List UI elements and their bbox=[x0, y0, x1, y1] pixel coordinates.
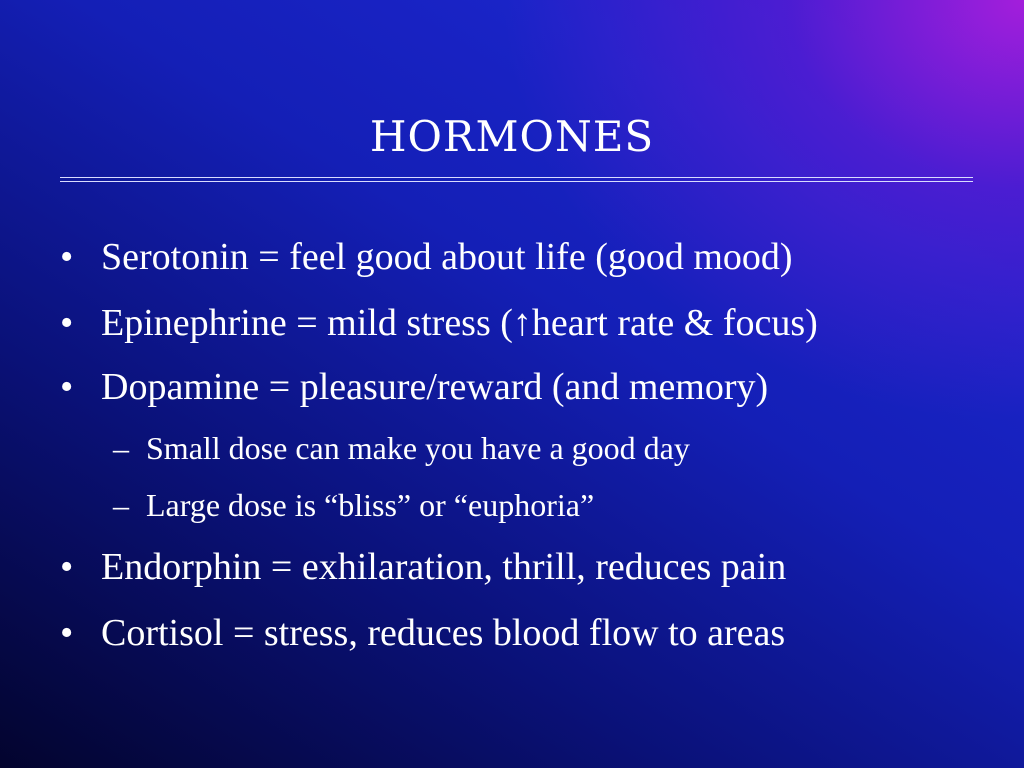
bullet-text: Dopamine = pleasure/reward (and memory) bbox=[101, 366, 769, 408]
bullet-text: Endorphin = exhilaration, thrill, reduces pain bbox=[101, 546, 787, 588]
bullet-text: Cortisol = stress, reduces blood flow to areas bbox=[101, 612, 786, 654]
bullet-text: Epinephrine = mild stress (↑heart rate & focus) bbox=[101, 302, 818, 344]
title-divider-top bbox=[60, 177, 973, 178]
bullet-text: Serotonin = feel good about life (good mood) bbox=[101, 236, 793, 278]
bullet-marker: • bbox=[60, 612, 74, 654]
title-divider-bottom bbox=[60, 181, 973, 182]
bullet-marker: • bbox=[60, 366, 74, 408]
bullet-marker: • bbox=[60, 546, 74, 588]
bullet-marker: • bbox=[60, 302, 74, 344]
subbullet-text: Large dose is “bliss” or “euphoria” bbox=[146, 487, 595, 523]
subbullet-marker: – bbox=[113, 487, 129, 523]
bullet-marker: • bbox=[60, 236, 74, 278]
slide-title: hormones bbox=[369, 96, 655, 166]
subbullet-marker: – bbox=[113, 430, 129, 466]
subbullet-text: Small dose can make you have a good day bbox=[146, 430, 690, 466]
